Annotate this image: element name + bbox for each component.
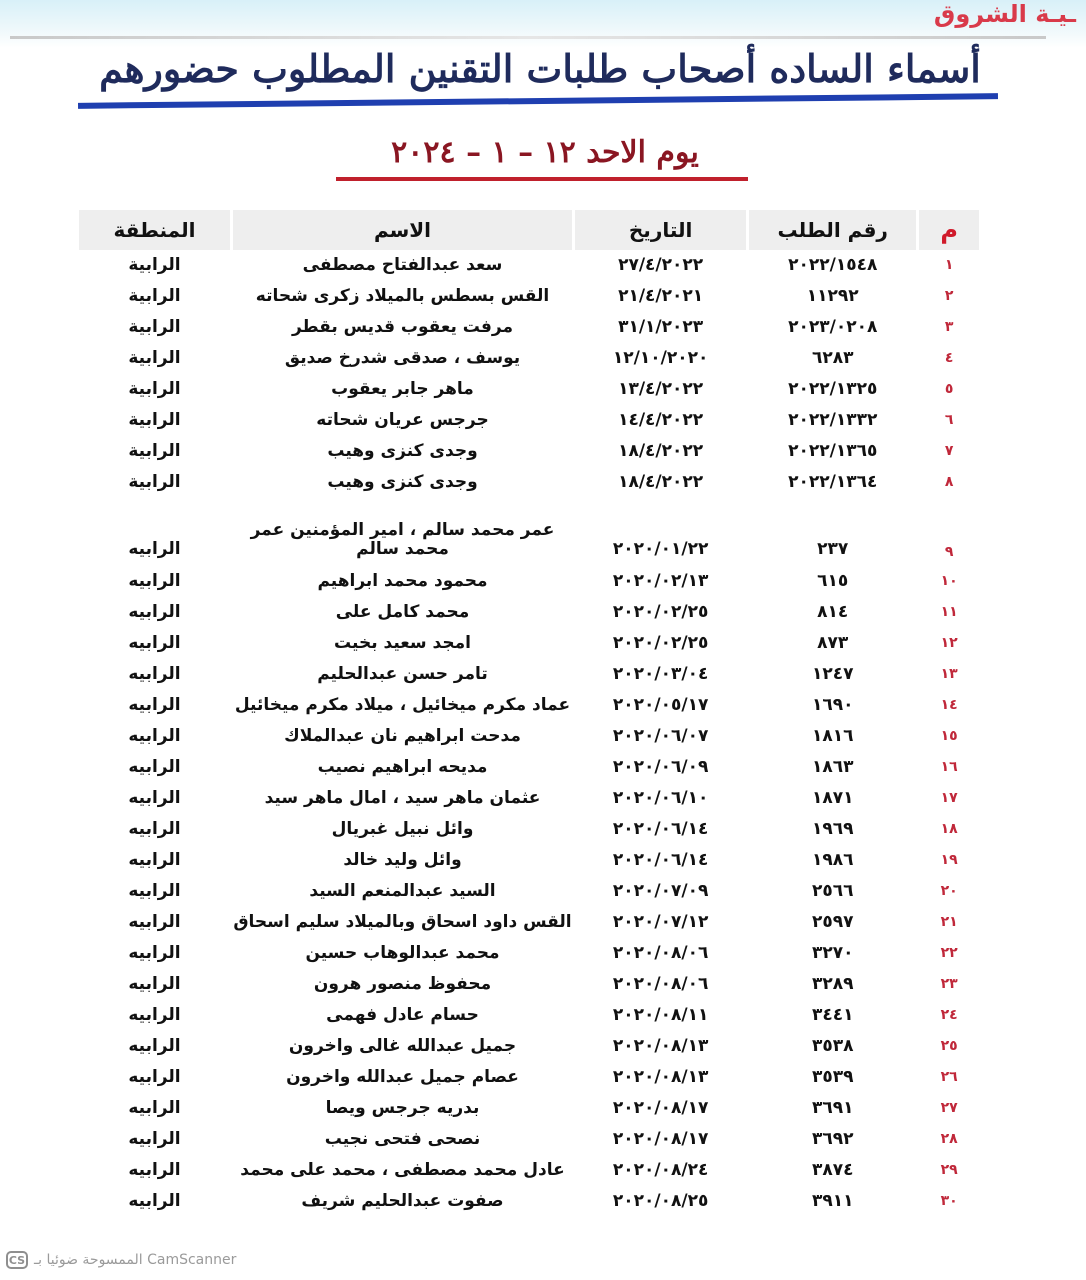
row-request-no: ٢٠٢٢/١٣٦٤	[748, 467, 918, 498]
row-index: ١٩	[918, 845, 981, 876]
row-name: وجدى كنزى وهيب	[231, 467, 573, 498]
row-name: وجدى كنزى وهيب	[231, 436, 573, 467]
row-region: الرابيه	[78, 690, 232, 721]
row-index: ١٧	[918, 783, 981, 814]
table-row	[78, 597, 981, 628]
row-request-no: ٢٠٢٣/٠٢٠٨	[748, 312, 918, 343]
row-index: ٨	[918, 467, 981, 498]
row-request-no: ٣٦٩١	[748, 1093, 918, 1124]
row-date: ٢٠٢٠/٠٨/١٧	[574, 1093, 748, 1124]
row-date: ٢٠٢٠/٠٦/٠٧	[574, 721, 748, 752]
row-request-no: ٨١٤	[748, 597, 918, 628]
table-row	[78, 467, 981, 498]
row-region: الرابيه	[78, 1155, 232, 1186]
row-region: الرابيه	[78, 597, 232, 628]
column-header-index: م	[918, 210, 981, 250]
table-row	[78, 721, 981, 752]
column-header-date: التاريخ	[574, 210, 748, 250]
row-name: صفوت عبدالحليم شريف	[231, 1186, 573, 1217]
row-date: ٢٠٢٠/٠١/٢٢	[574, 498, 748, 566]
row-date: ٢٠٢٠/٠٢/٢٥	[574, 628, 748, 659]
table-row	[78, 628, 981, 659]
row-region: الرابيه	[78, 566, 232, 597]
row-name: مديحه ابراهيم نصيب	[231, 752, 573, 783]
row-date: ٣١/١/٢٠٢٣	[574, 312, 748, 343]
row-region: الرابيه	[78, 659, 232, 690]
row-index: ١٠	[918, 566, 981, 597]
row-index: ٢٣	[918, 969, 981, 1000]
row-date: ١٨/٤/٢٠٢٢	[574, 467, 748, 498]
row-date: ٢٠٢٠/٠٨/٠٦	[574, 969, 748, 1000]
row-index: ٩	[918, 498, 981, 566]
row-date: ٢٠٢٠/٠٨/٢٤	[574, 1155, 748, 1186]
row-date: ٢٠٢٠/٠٦/١٤	[574, 845, 748, 876]
row-date: ٢٠٢٠/٠٦/٠٩	[574, 752, 748, 783]
row-date: ٢٠٢٠/٠٦/١٠	[574, 783, 748, 814]
table-row	[78, 1000, 981, 1031]
row-date: ٢٠٢٠/٠٨/١١	[574, 1000, 748, 1031]
row-region: الرابية	[78, 281, 232, 312]
table-row	[78, 436, 981, 467]
row-region: الرابية	[78, 405, 232, 436]
row-name: عصام جميل عبدالله واخرون	[231, 1062, 573, 1093]
row-region: الرابيه	[78, 969, 232, 1000]
row-request-no: ٢٣٧	[748, 498, 918, 566]
row-region: الرابيه	[78, 907, 232, 938]
date-underline	[336, 177, 748, 181]
row-request-no: ٢٥٩٧	[748, 907, 918, 938]
row-name: عمر محمد سالم ، امير المؤمنين عمر محمد سالم	[231, 498, 573, 566]
row-region: الرابيه	[78, 845, 232, 876]
row-region: الرابيه	[78, 498, 232, 566]
row-date: ٢٠٢٠/٠٨/١٣	[574, 1031, 748, 1062]
table-row	[78, 498, 981, 566]
row-region: الرابيه	[78, 1186, 232, 1217]
row-name: محفوظ منصور هرون	[231, 969, 573, 1000]
row-request-no: ٣٢٧٠	[748, 938, 918, 969]
row-index: ١٥	[918, 721, 981, 752]
row-date: ٢١/٤/٢٠٢١	[574, 281, 748, 312]
row-region: الرابيه	[78, 752, 232, 783]
camscanner-icon: CS	[6, 1251, 28, 1269]
row-date: ١٢/١٠/٢٠٢٠	[574, 343, 748, 374]
row-region: الرابيه	[78, 1031, 232, 1062]
row-name: تامر حسن عبدالحليم	[231, 659, 573, 690]
row-date: ٢٠٢٠/٠٥/١٧	[574, 690, 748, 721]
row-request-no: ٢٠٢٢/١٥٤٨	[748, 250, 918, 281]
row-name: محمد كامل على	[231, 597, 573, 628]
row-request-no: ٣٥٣٩	[748, 1062, 918, 1093]
table-row	[78, 690, 981, 721]
row-region: الرابية	[78, 374, 232, 405]
row-name: بدريه جرجس ويصا	[231, 1093, 573, 1124]
row-index: ٢٥	[918, 1031, 981, 1062]
table-row	[78, 969, 981, 1000]
row-date: ٢٠٢٠/٠٢/٢٥	[574, 597, 748, 628]
row-request-no: ٦٢٨٣	[748, 343, 918, 374]
row-date: ٢٠٢٠/٠٦/١٤	[574, 814, 748, 845]
row-name: حسام عادل فهمى	[231, 1000, 573, 1031]
row-name: نصحى فتحى نجيب	[231, 1124, 573, 1155]
row-request-no: ١١٢٩٢	[748, 281, 918, 312]
row-name: مدحت ابراهيم نان عبدالملاك	[231, 721, 573, 752]
row-index: ٢٨	[918, 1124, 981, 1155]
row-index: ١٦	[918, 752, 981, 783]
table-row	[78, 876, 981, 907]
row-index: ٢٧	[918, 1093, 981, 1124]
row-index: ١٨	[918, 814, 981, 845]
row-request-no: ١٢٤٧	[748, 659, 918, 690]
header-logo: ـيـة الشروق	[933, 0, 1076, 28]
row-index: ٢٦	[918, 1062, 981, 1093]
table-row	[78, 1155, 981, 1186]
row-request-no: ١٩٨٦	[748, 845, 918, 876]
table-row	[78, 281, 981, 312]
table-row	[78, 312, 981, 343]
row-region: الرابيه	[78, 783, 232, 814]
row-request-no: ٢٠٢٢/١٣٢٥	[748, 374, 918, 405]
row-name: السيد عبدالمنعم السيد	[231, 876, 573, 907]
row-request-no: ٣٩١١	[748, 1186, 918, 1217]
row-date: ٢٠٢٠/٠٧/١٢	[574, 907, 748, 938]
row-request-no: ١٨٧١	[748, 783, 918, 814]
column-header-name: الاسم	[231, 210, 573, 250]
row-region: الرابيه	[78, 876, 232, 907]
row-request-no: ٣٨٧٤	[748, 1155, 918, 1186]
row-date: ٢٠٢٠/٠٧/٠٩	[574, 876, 748, 907]
row-date: ٢٠٢٠/٠٢/١٣	[574, 566, 748, 597]
row-date: ١٣/٤/٢٠٢٢	[574, 374, 748, 405]
row-region: الرابيه	[78, 628, 232, 659]
row-name: محمود محمد ابراهيم	[231, 566, 573, 597]
attendees-table	[76, 210, 982, 1217]
row-index: ٣	[918, 312, 981, 343]
row-index: ١٣	[918, 659, 981, 690]
scanner-watermark-text: الممسوحة ضوئيا بـ CamScanner	[34, 1252, 237, 1268]
row-date: ٢٠٢٠/٠٣/٠٤	[574, 659, 748, 690]
row-index: ١	[918, 250, 981, 281]
row-request-no: ٨٧٣	[748, 628, 918, 659]
row-name: عثمان ماهر سيد ، امال ماهر سيد	[231, 783, 573, 814]
scanner-watermark	[6, 1248, 306, 1272]
table-row	[78, 1062, 981, 1093]
row-region: الرابية	[78, 436, 232, 467]
row-name: وائل وليد خالد	[231, 845, 573, 876]
page-title: أسماء الساده أصحاب طلبات التقنين المطلوب حضورهم	[99, 46, 981, 91]
column-header-request-no: رقم الطلب	[748, 210, 918, 250]
date-heading: يوم الاحد ١٢ – ١ – ٢٠٢٤	[391, 135, 699, 170]
row-request-no: ١٦٩٠	[748, 690, 918, 721]
row-region: الرابيه	[78, 1062, 232, 1093]
row-name: عادل محمد مصطفى ، محمد على محمد	[231, 1155, 573, 1186]
row-index: ٣٠	[918, 1186, 981, 1217]
table-row	[78, 1031, 981, 1062]
row-index: ٢١	[918, 907, 981, 938]
row-name: القس بسطس بالميلاد زكرى شحاته	[231, 281, 573, 312]
row-request-no: ٣٤٤١	[748, 1000, 918, 1031]
table-row	[78, 752, 981, 783]
row-index: ٤	[918, 343, 981, 374]
row-index: ٢٤	[918, 1000, 981, 1031]
row-request-no: ٢٠٢٢/١٣٣٢	[748, 405, 918, 436]
row-request-no: ٢٥٦٦	[748, 876, 918, 907]
row-region: الرابيه	[78, 814, 232, 845]
row-index: ٧	[918, 436, 981, 467]
table-row	[78, 374, 981, 405]
row-region: الرابية	[78, 250, 232, 281]
table-row	[78, 659, 981, 690]
column-header-region: المنطقة	[78, 210, 232, 250]
row-name: وائل نبيل غبريال	[231, 814, 573, 845]
top-decorative-band	[0, 0, 1086, 48]
row-index: ١١	[918, 597, 981, 628]
table-row	[78, 250, 981, 281]
row-date: ٢٠٢٠/٠٨/٠٦	[574, 938, 748, 969]
row-request-no: ١٨١٦	[748, 721, 918, 752]
row-request-no: ٦١٥	[748, 566, 918, 597]
table-row	[78, 566, 981, 597]
row-request-no: ٣٦٩٢	[748, 1124, 918, 1155]
table-row	[78, 814, 981, 845]
table-row	[78, 845, 981, 876]
row-region: الرابيه	[78, 938, 232, 969]
table-header-row	[78, 210, 981, 250]
table-row	[78, 938, 981, 969]
row-request-no: ٣٥٣٨	[748, 1031, 918, 1062]
row-name: جميل عبدالله غالى واخرون	[231, 1031, 573, 1062]
table-row	[78, 1093, 981, 1124]
row-request-no: ٣٢٨٩	[748, 969, 918, 1000]
row-region: الرابية	[78, 467, 232, 498]
table-row	[78, 783, 981, 814]
row-region: الرابيه	[78, 721, 232, 752]
row-region: الرابيه	[78, 1000, 232, 1031]
table-row	[78, 1124, 981, 1155]
row-date: ١٨/٤/٢٠٢٢	[574, 436, 748, 467]
row-region: الرابيه	[78, 1124, 232, 1155]
table-row	[78, 405, 981, 436]
row-name: ماهر جابر يعقوب	[231, 374, 573, 405]
row-region: الرابية	[78, 312, 232, 343]
row-index: ٥	[918, 374, 981, 405]
row-index: ٢	[918, 281, 981, 312]
row-region: الرابية	[78, 343, 232, 374]
row-name: سعد عبدالفتاح مصطفى	[231, 250, 573, 281]
row-name: مرفت يعقوب قديس بقطر	[231, 312, 573, 343]
row-name: يوسف ، صدقى شدرخ صديق	[231, 343, 573, 374]
row-date: ٢٠٢٠/٠٨/١٣	[574, 1062, 748, 1093]
row-request-no: ١٩٦٩	[748, 814, 918, 845]
row-name: محمد عبدالوهاب حسين	[231, 938, 573, 969]
row-date: ١٤/٤/٢٠٢٢	[574, 405, 748, 436]
row-date: ٢٧/٤/٢٠٢٢	[574, 250, 748, 281]
row-request-no: ١٨٦٣	[748, 752, 918, 783]
row-index: ١٤	[918, 690, 981, 721]
row-name: جرجس عريان شحاته	[231, 405, 573, 436]
row-region: الرابيه	[78, 1093, 232, 1124]
row-index: ٦	[918, 405, 981, 436]
row-index: ٢٩	[918, 1155, 981, 1186]
row-index: ٢٠	[918, 876, 981, 907]
table-row	[78, 1186, 981, 1217]
row-name: امجد سعيد بخيت	[231, 628, 573, 659]
row-index: ١٢	[918, 628, 981, 659]
row-name: عماد مكرم ميخائيل ، ميلاد مكرم ميخائيل	[231, 690, 573, 721]
table-row	[78, 907, 981, 938]
row-index: ٢٢	[918, 938, 981, 969]
table-row	[78, 343, 981, 374]
row-date: ٢٠٢٠/٠٨/٢٥	[574, 1186, 748, 1217]
row-request-no: ٢٠٢٢/١٣٦٥	[748, 436, 918, 467]
row-name: القس داود اسحاق وبالميلاد سليم اسحاق	[231, 907, 573, 938]
row-date: ٢٠٢٠/٠٨/١٧	[574, 1124, 748, 1155]
